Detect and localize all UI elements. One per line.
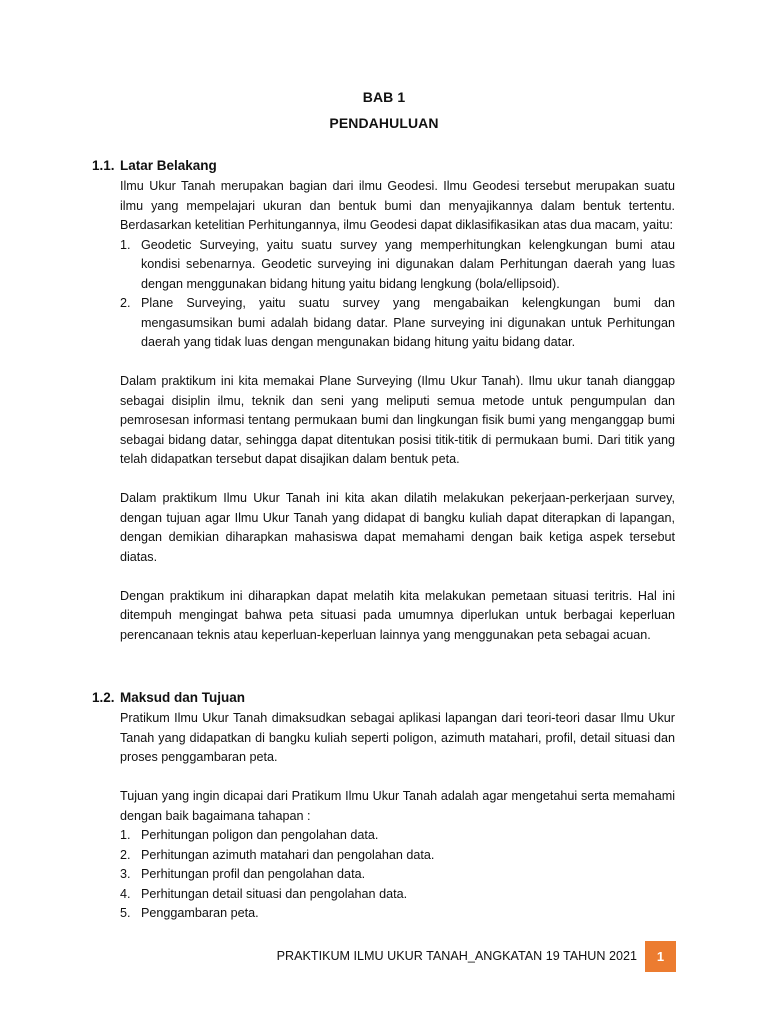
- list-item-text: Perhitungan detail situasi dan pengolahan data.: [141, 886, 408, 901]
- list-item: [120, 826, 675, 846]
- chapter-title: PENDAHULUAN: [329, 115, 439, 131]
- paragraph: Dalam praktikum Ilmu Ukur Tanah ini kita akan dilatih melakukan pekerjaan-perkerjaan survey, dengan tujuan agar Ilmu Ukur Tanah yang didapat di bangku kuliah dapat diterapkan di lapangan, dengan demikian diharapkan mahasiswa dapat memahami dengan baik ketiga aspek tersebut diatas.: [120, 491, 675, 564]
- section-1-1-body: [120, 177, 675, 645]
- list-item-text: Perhitungan azimuth matahari dan pengolahan data.: [141, 847, 435, 862]
- section-number: 1.1.: [92, 158, 115, 173]
- paragraph: Ilmu Ukur Tanah merupakan bagian dari ilmu Geodesi. Ilmu Geodesi tersebut merupakan suatu ilmu yang mempelajari ukuran dan bentuk bumi dan menyajikannya dalam bentuk tertentu. Berdasarkan ketelitian Perhitungannya, ilmu Geodesi dapat diklasifikasikan atas dua macam, yaitu:: [120, 179, 675, 232]
- list-item-text: Perhitungan profil dan pengolahan data.: [141, 867, 366, 881]
- paragraph: Tujuan yang ingin dicapai dari Pratikum Ilmu Ukur Tanah adalah agar mengetahui serta memahami dengan baik bagaimana tahapan :: [120, 789, 675, 823]
- section-1-2-body: [120, 709, 675, 826]
- objectives-list: [120, 826, 675, 924]
- section-heading-1-2: [92, 690, 245, 705]
- list-item: [120, 236, 675, 295]
- list-marker: 1.: [120, 828, 131, 842]
- section-title: Latar Belakang: [120, 158, 217, 173]
- chapter-label: BAB 1: [362, 89, 406, 105]
- list-item: [120, 865, 675, 885]
- list-item-text: Perhitungan poligon dan pengolahan data.: [141, 828, 379, 842]
- paragraph: Dengan praktikum ini diharapkan dapat melatih kita melakukan pemetaan situasi teritris. Hal ini ditempuh mengingat bahwa peta situasi pada umumnya diperlukan untuk berbagai keperluan perencanaan teknis atau keperluan-keperluan lainnya yang menggunakan peta sebagai acuan.: [120, 588, 675, 642]
- footer-text: PRAKTIKUM ILMU UKUR TANAH_ANGKATAN 19 TAHUN 2021: [276, 949, 637, 963]
- paragraph: Pratikum Ilmu Ukur Tanah dimaksudkan sebagai aplikasi lapangan dari teori-teori dasar Ilmu Ukur Tanah yang didapatkan di bangku kuliah seperti poligon, azimuth matahari, profil, detail situasi dan proses penggambaran peta.: [120, 711, 675, 764]
- list-item: [120, 294, 675, 353]
- list-marker: 2.: [120, 296, 131, 310]
- list-item: [120, 904, 675, 924]
- section-title: Maksud dan Tujuan: [120, 690, 246, 705]
- list-marker: 4.: [120, 886, 131, 901]
- list-item-text: Geodetic Surveying, yaitu suatu survey yang memperhitungkan kelengkungan bumi atau kondisi sebenarnya. Geodetic surveying ini digunakan dalam Perhitungan daerah yang luas dengan menggunakan bidang hitung yaitu bidang lengkung (bola/ellipsoid).: [141, 237, 675, 291]
- page-number-badge: 1: [645, 941, 676, 972]
- section-heading-1-1: [92, 158, 217, 173]
- list-item-text: Plane Surveying, yaitu suatu survey yang mengabaikan kelengkungan bumi dan mengasumsikan bumi adalah bidang datar. Plane surveying ini digunakan untuk Perhitungan daerah yang tidak luas dengan mengunakan bidang hitung yaitu bidang datar.: [141, 296, 675, 349]
- list-marker: 2.: [120, 847, 131, 862]
- list-marker: 3.: [120, 867, 131, 881]
- paragraph: Dalam praktikum ini kita memakai Plane Surveying (Ilmu Ukur Tanah). Ilmu ukur tanah dianggap sebagai disiplin ilmu, teknik dan seni yang meliputi semua metode untuk pengumpulan dan pemrosesan informasi tentang permukaan bumi dan lingkungan fisik bumi yang menganggap bumi sebagai bidang datar, sehingga dapat ditentukan posisi titik-titik di permukaan bumi. Dari titik yang telah didapatkan tersebut dapat disajikan dalam bentuk peta.: [120, 374, 675, 466]
- list-item-text: Penggambaran peta.: [141, 906, 259, 920]
- list-item: [120, 846, 675, 866]
- list-item: [120, 885, 675, 905]
- list-marker: 1.: [120, 237, 131, 252]
- objectives-list-wrapper: [120, 826, 675, 924]
- survey-type-list: [120, 236, 675, 353]
- list-marker: 5.: [120, 906, 131, 920]
- section-number: 1.2.: [92, 690, 115, 705]
